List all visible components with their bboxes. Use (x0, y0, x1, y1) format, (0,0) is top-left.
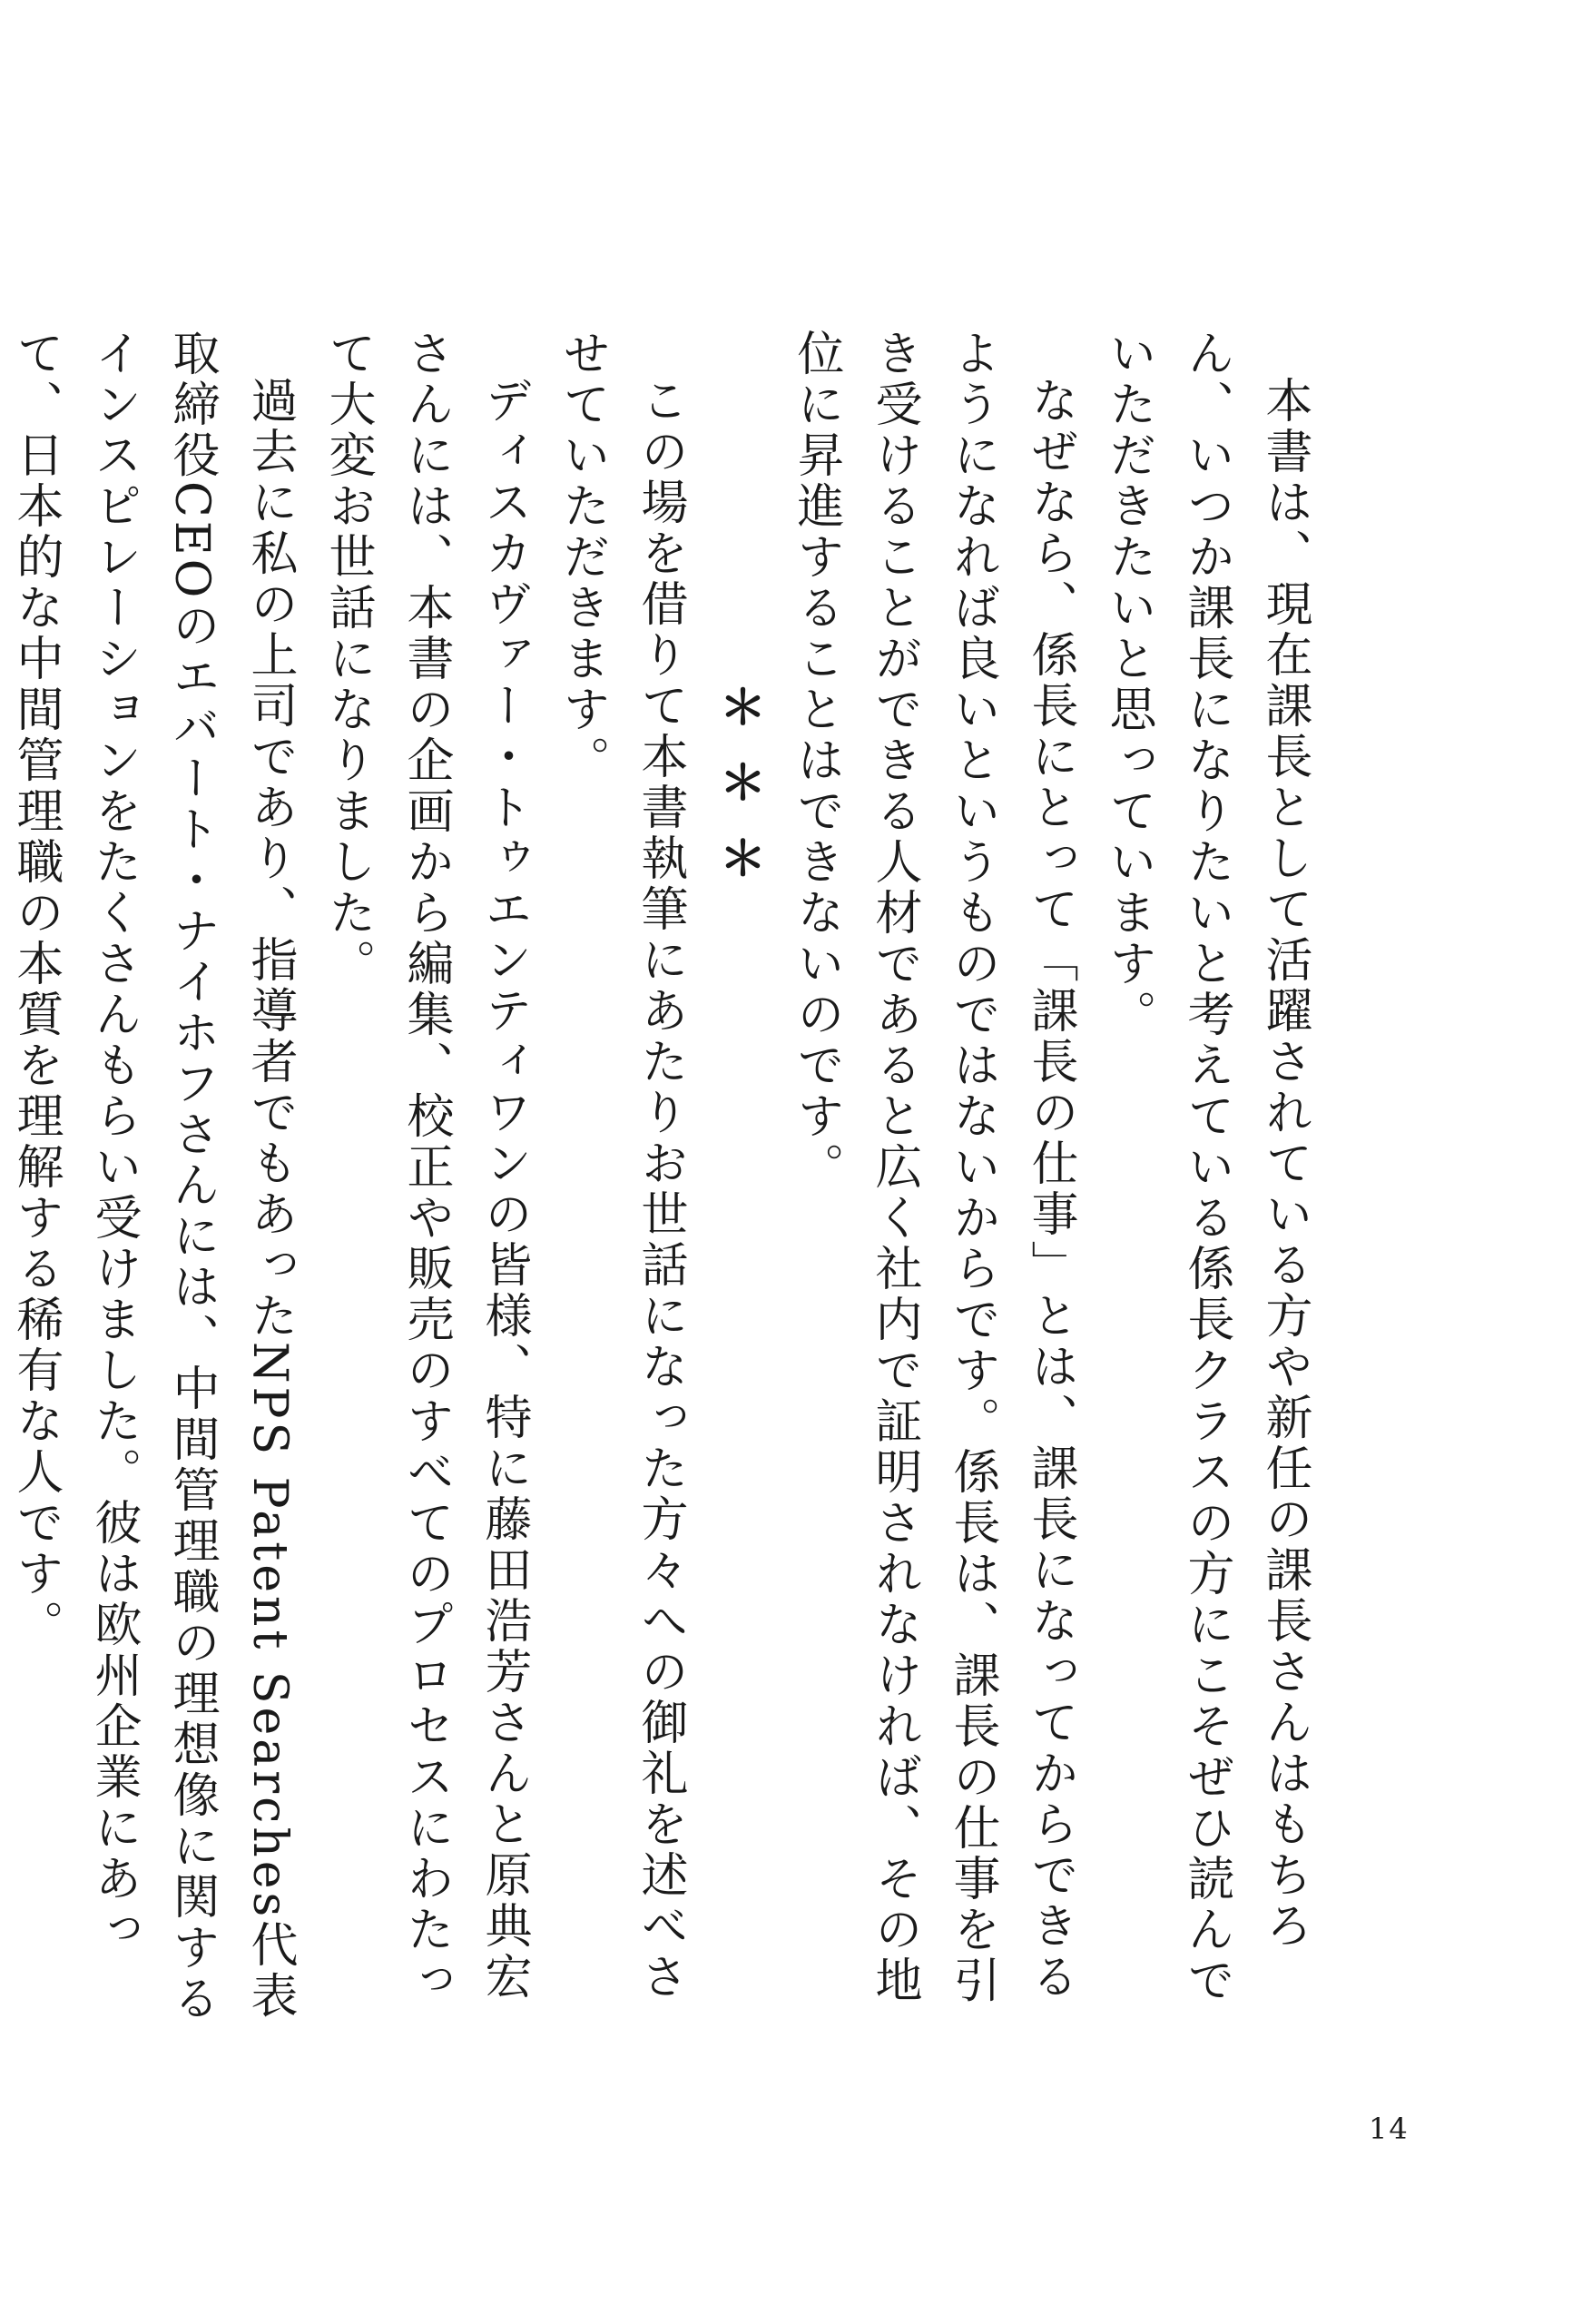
paragraph-acknowledgement-intro: この場を借りて本書執筆にあたりお世話になった方々への御礼を述べさせていただきます。 (555, 329, 687, 2003)
page-number: 14 (1369, 2112, 1410, 2146)
paragraph-intro-reason: なぜなら、係長にとって「課長の仕事」とは、課長になってからできるようになれば良いというものではないからです。係長は、課長の仕事を引き受けることができる人材であると広く社内で証明されなければ、その地位に昇進することはできないのです。 (789, 329, 1077, 2006)
paragraph-acknowledgement-mentor: 過去に私の上司であり、指導者でもあったNPS Patent Searches代表取締役CEOのエバート・ナイホフさんには、中間管理職の理想像に関するインスピレーションをたくさんもらい受けました。彼は欧州企業にあって、日本的な中間管理職の本質を理解する稀有な人です。 (8, 329, 297, 2025)
vertical-text-body (0, 329, 1323, 2040)
paragraph-acknowledgement-publisher: ディスカヴァー・トゥエンティワンの皆様、特に藤田浩芳さんと原典宏さんには、本書の企画から編集、校正や販売のすべてのプロセスにわたって大変お世話になりました。 (320, 329, 531, 2006)
paragraph-intro-target-readers: 本書は、現在課長として活躍されている方や新任の課長さんはもちろん、いつか課長になりたいと考えている係長クラスの方にこそぜひ読んでいただきたいと思っています。 (1101, 329, 1312, 2006)
section-separator: ＊＊＊ (711, 683, 766, 910)
